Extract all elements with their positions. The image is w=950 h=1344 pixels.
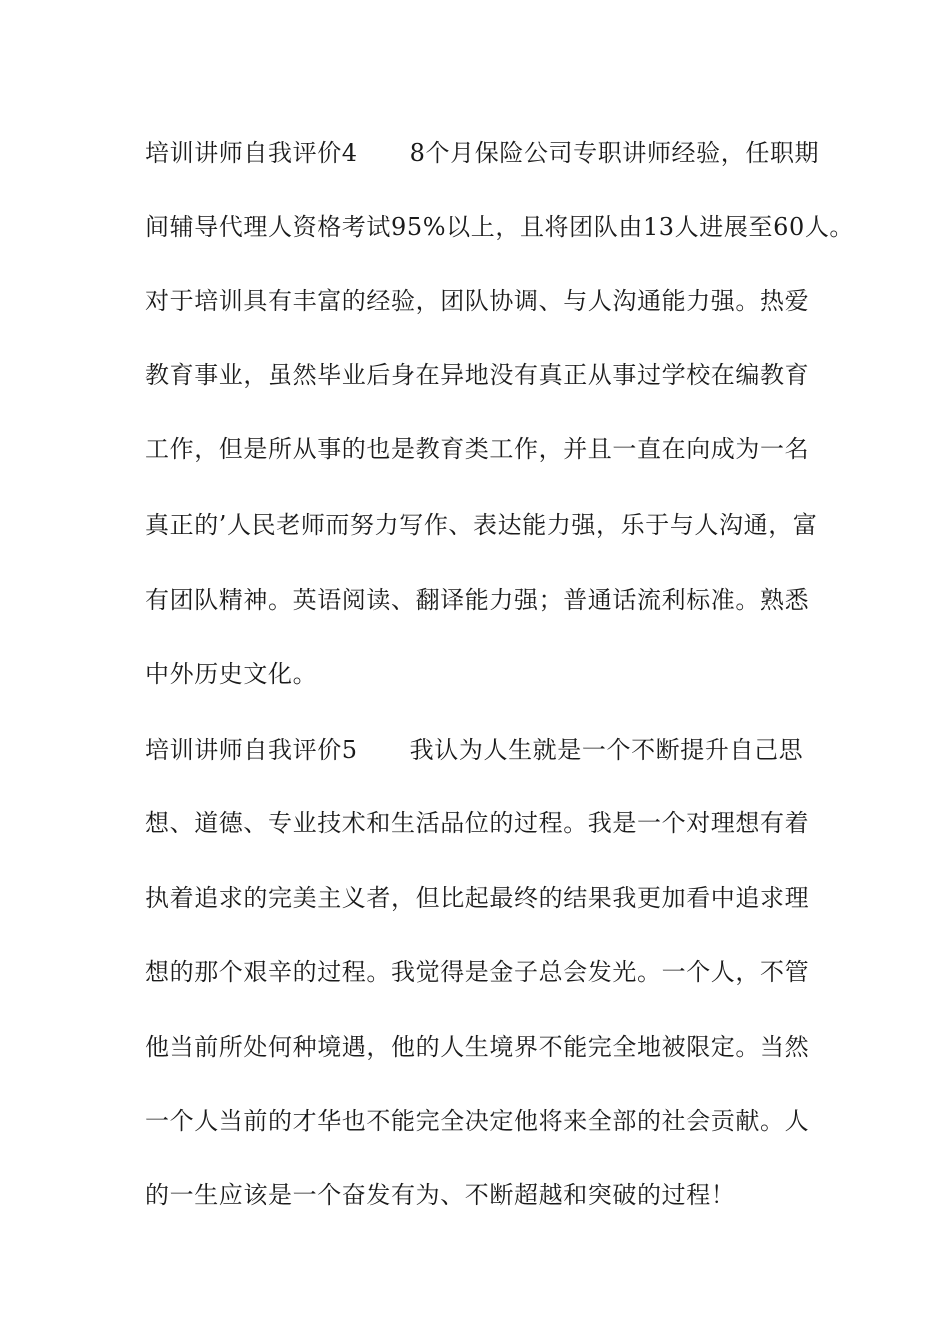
paragraph-line: 间辅导代理人资格考试95%以上，且将团队由13人进展至60人。 [145, 213, 855, 241]
paragraph-line: 想的那个艰辛的过程。我觉得是金子总会发光。一个人，不管 [145, 958, 810, 986]
paragraph-line: 中外历史文化。 [145, 660, 318, 688]
paragraph-text: 8个月保险公司专职讲师经验，任职期 [409, 139, 820, 167]
paragraph-line: 他当前所处何种境遇，他的人生境界不能完全地被限定。当然 [145, 1033, 810, 1061]
paragraph-line [145, 735, 803, 765]
paragraph-text: 我认为人生就是一个不断提升自己思 [409, 736, 804, 764]
paragraph-line: 一个人当前的才华也不能完全决定他将来全部的社会贡献。人 [145, 1107, 810, 1135]
paragraph-line: 执着追求的完美主义者，但比起最终的结果我更加看中追求理 [145, 884, 810, 912]
paragraph-line: 对于培训具有丰富的经验，团队协调、与人沟通能力强。热爱 [145, 287, 810, 315]
paragraph-line: 真正的’人民老师而努力写作、表达能力强，乐于与人沟通，富 [145, 511, 818, 539]
paragraph-line: 工作，但是所从事的也是教育类工作，并且一直在向成为一名 [145, 435, 810, 463]
section-heading: 培训讲师自我评价5 [145, 736, 358, 764]
paragraph-line: 有团队精神。英语阅读、翻译能力强；普通话流利标准。熟悉 [145, 586, 810, 614]
paragraph-line: 的一生应该是一个奋发有为、不断超越和突破的过程！ [145, 1181, 736, 1209]
paragraph-line: 想、道德、专业技术和生活品位的过程。我是一个对理想有着 [145, 809, 810, 837]
paragraph-line: 教育事业，虽然毕业后身在异地没有真正从事过学校在编教育 [145, 361, 810, 389]
paragraph-line [145, 138, 819, 168]
section-heading: 培训讲师自我评价4 [145, 139, 358, 167]
